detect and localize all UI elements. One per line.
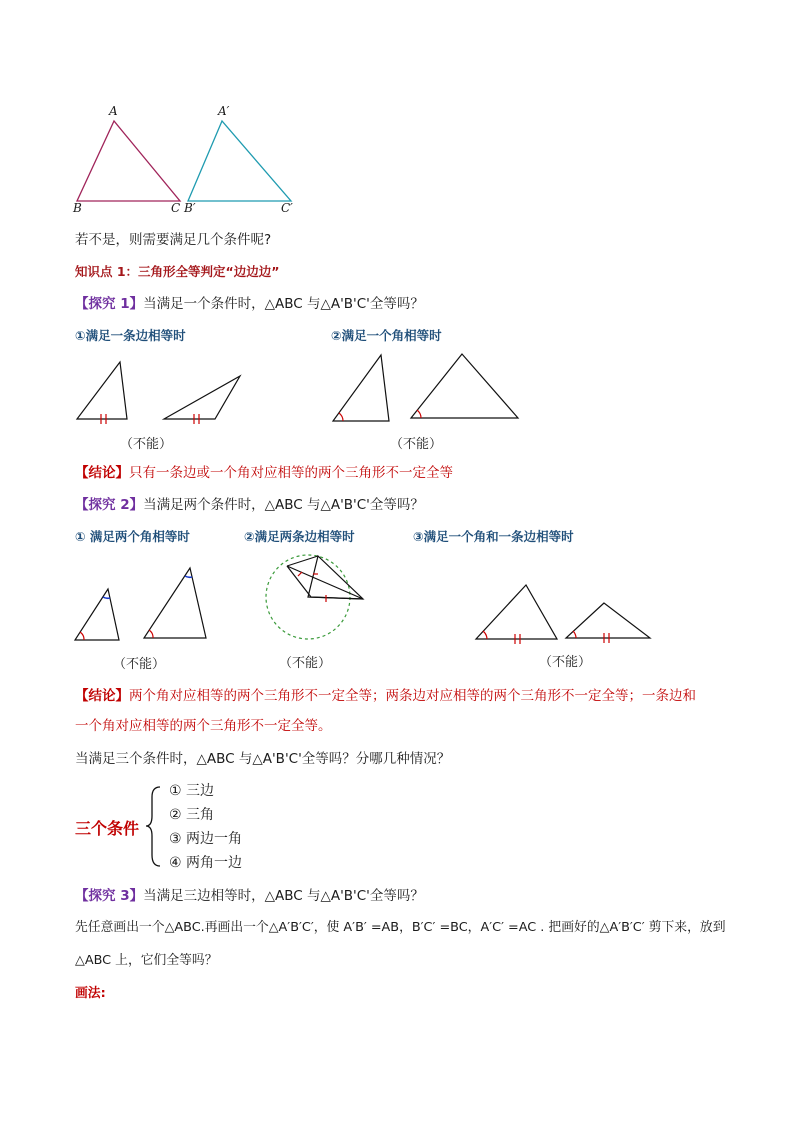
explore3-text: 当满足三边相等时，△ABC 与△A'B'C'全等吗？	[143, 888, 424, 904]
explore3-line	[75, 886, 424, 906]
conclusion2-tag: 【结论】	[75, 688, 129, 704]
three-conditions-title: 三个条件	[75, 819, 140, 838]
condition-item-3: ③ 两边一角	[169, 831, 243, 847]
explore1-caption1: （不能）	[120, 437, 173, 452]
condition-item-1: ① 三边	[169, 783, 215, 799]
explore2-caption1: （不能）	[113, 657, 166, 672]
brace-shape	[146, 787, 160, 866]
conclusion1-tag: 【结论】	[75, 465, 129, 481]
explore1-tag: 【探究 1】	[75, 296, 144, 312]
label-a-prime: A′	[218, 104, 230, 118]
three-conditions-question: 当满足三个条件时，△ABC 与△A'B'C'全等吗？分哪几种情况？	[75, 751, 451, 767]
question-intro: 若不是，则需要满足几个条件呢?	[75, 232, 272, 248]
label-b-prime: B′	[184, 201, 196, 215]
explore3-paragraph-line1: 先任意画出一个△ABC.再画出一个△A′B′C′，使 A′B′ =AB，B′C′ =BC，A′C′ =AC . 把画好的△A′B′C′ 剪下来，放到	[75, 920, 726, 935]
conclusion2-text1: 两个角对应相等的两个三角形不一定全等；两条边对应相等的两个三角形不一定全等；一条边和	[129, 688, 696, 704]
explore2-case3: ③满足一个角和一条边相等时	[413, 529, 574, 544]
condition-item-2: ② 三角	[169, 807, 215, 823]
label-b: B	[73, 201, 82, 215]
explore3-tag: 【探究 3】	[75, 888, 144, 904]
explore2-tag: 【探究 2】	[75, 497, 144, 513]
conclusion2-text2: 一个角对应相等的两个三角形不一定全等。	[75, 718, 332, 734]
explore2-case1: ① 满足两个角相等时	[75, 529, 190, 544]
conclusion1-text: 只有一条边或一个角对应相等的两个三角形不一定全等	[129, 465, 453, 481]
label-a: A	[109, 104, 118, 118]
condition-item-4: ④ 两角一边	[169, 855, 243, 871]
explore2-caption3: （不能）	[539, 655, 592, 670]
explore1-case1: ①满足一条边相等时	[75, 328, 186, 343]
explore1-caption2: （不能）	[390, 437, 443, 452]
label-c: C	[171, 201, 181, 215]
explore2-case2: ②满足两条边相等时	[244, 529, 355, 544]
explore3-paragraph-line2: △ABC 上，它们全等吗？	[75, 953, 218, 968]
label-c-prime: C′	[281, 201, 293, 215]
explore2-text: 当满足两个条件时，△ABC 与△A'B'C'全等吗？	[143, 497, 424, 513]
explore1-text: 当满足一个条件时，△ABC 与△A'B'C'全等吗？	[143, 296, 424, 312]
explore2-caption2: （不能）	[279, 656, 332, 671]
explore1-case2: ②满足一个角相等时	[331, 328, 442, 343]
method-label: 画法:	[75, 986, 106, 1001]
knowledge-point-title: 知识点 1：三角形全等判定“边边边”	[75, 264, 280, 279]
